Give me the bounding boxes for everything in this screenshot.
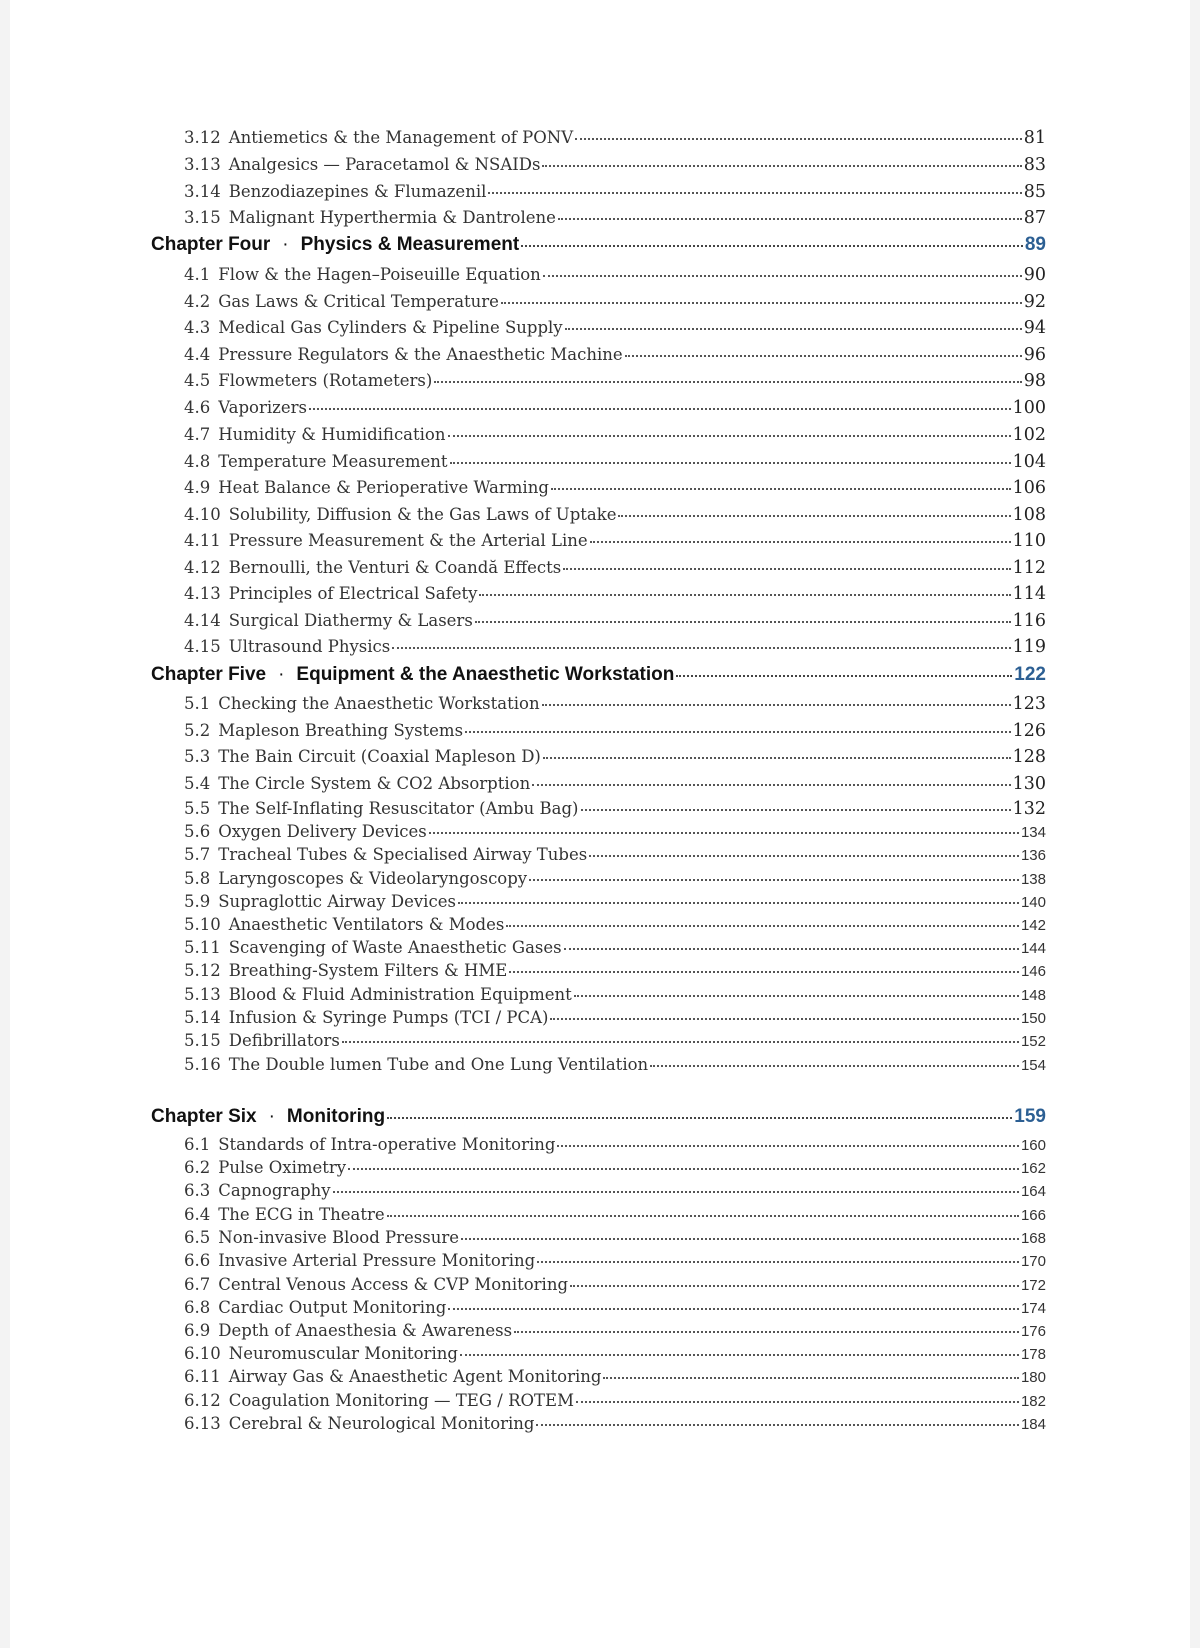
toc-entry[interactable]	[184, 1251, 1046, 1270]
section-page-number: 166	[1020, 1207, 1046, 1224]
toc-entry[interactable]	[184, 345, 1046, 365]
dot-leader	[342, 1041, 1019, 1043]
dot-leader	[676, 675, 1012, 677]
section-title: Anaesthetic Ventilators & Modes	[228, 915, 505, 934]
section-number: 6.3	[184, 1181, 211, 1200]
section-number: 6.11	[184, 1367, 221, 1386]
section-number: 6.6	[184, 1251, 211, 1270]
section-page-number: 108	[1012, 505, 1046, 525]
toc-entry[interactable]	[184, 1298, 1046, 1317]
dot-leader	[551, 488, 1011, 490]
dot-leader	[460, 1354, 1019, 1356]
section-number: 5.6	[184, 822, 211, 841]
section-number: 6.1	[184, 1135, 211, 1154]
dot-leader	[429, 832, 1019, 834]
toc-entry[interactable]	[184, 265, 1046, 285]
dot-leader	[532, 784, 1010, 786]
dot-leader	[465, 731, 1011, 733]
toc-entry[interactable]	[184, 425, 1046, 445]
section-title: The ECG in Theatre	[218, 1205, 385, 1224]
dot-leader	[506, 925, 1019, 927]
toc-entry[interactable]	[184, 845, 1046, 864]
section-page-number: 150	[1020, 1010, 1046, 1027]
toc-entry[interactable]	[184, 1008, 1046, 1027]
section-title: Breathing-System Filters & HME	[228, 961, 508, 980]
section-number: 5.1	[184, 694, 211, 713]
section-number: 5.3	[184, 747, 211, 766]
dot-leader	[589, 855, 1019, 857]
dot-leader	[387, 1117, 1012, 1119]
dot-leader	[581, 809, 1011, 811]
section-title: Depth of Anaesthesia & Awareness	[218, 1321, 513, 1340]
dot-leader	[448, 1308, 1019, 1310]
section-title: Laryngoscopes & Videolaryngoscopy	[218, 869, 528, 888]
section-page-number: 154	[1020, 1057, 1046, 1074]
toc-entry[interactable]	[184, 584, 1046, 604]
section-title: Capnography	[218, 1181, 331, 1200]
section-title: Standards of Intra-operative Monitoring	[218, 1135, 556, 1154]
section-page-number: 128	[1012, 747, 1046, 767]
chapter-title: Equipment & the Anaesthetic Workstation	[296, 664, 675, 685]
dot-leader	[575, 138, 1022, 140]
page-sheet	[10, 0, 1190, 1648]
section-number: 4.3	[184, 318, 211, 337]
section-title: The Circle System & CO2 Absorption	[218, 774, 531, 793]
section-title: Coagulation Monitoring — TEG / ROTEM	[228, 1391, 574, 1410]
dot-leader	[574, 995, 1019, 997]
toc-entry[interactable]	[184, 478, 1046, 498]
dot-leader	[625, 355, 1022, 357]
chapter-title: Physics & Measurement	[300, 234, 520, 255]
section-number: 5.12	[184, 961, 221, 980]
section-title: Invasive Arterial Pressure Monitoring	[218, 1251, 536, 1270]
section-page-number: 146	[1020, 963, 1046, 980]
section-title: Pressure Measurement & the Arterial Line	[228, 531, 588, 550]
toc-entry[interactable]	[184, 694, 1046, 714]
toc-entry[interactable]	[184, 398, 1046, 418]
dot-leader	[550, 1018, 1019, 1020]
dot-leader	[543, 757, 1011, 759]
section-page-number: 144	[1020, 940, 1046, 957]
section-number: 3.15	[184, 208, 221, 227]
section-page-number: 172	[1020, 1277, 1046, 1294]
dot-leader	[536, 1424, 1018, 1426]
section-title: Cerebral & Neurological Monitoring	[228, 1414, 535, 1433]
section-page-number: 170	[1020, 1253, 1046, 1270]
chapter-label: Chapter Four	[151, 234, 271, 255]
section-page-number: 81	[1023, 128, 1046, 148]
section-number: 4.4	[184, 345, 211, 364]
dot-leader	[309, 408, 1011, 410]
section-title: The Self-Inflating Resuscitator (Ambu Bag)	[218, 799, 579, 818]
section-page-number: 176	[1020, 1323, 1046, 1340]
dot-leader	[479, 594, 1010, 596]
dot-leader	[448, 435, 1011, 437]
section-page-number: 180	[1020, 1369, 1046, 1386]
dot-leader	[392, 647, 1010, 649]
section-page-number: 162	[1020, 1160, 1046, 1177]
toc-entry[interactable]	[184, 611, 1046, 631]
chapter-page-number: 89	[1024, 234, 1046, 255]
section-title: Scavenging of Waste Anaesthetic Gases	[228, 938, 562, 957]
toc-entry[interactable]	[184, 371, 1046, 391]
toc-entry[interactable]	[184, 1367, 1046, 1386]
section-title: Pressure Regulators & the Anaesthetic Machine	[218, 345, 623, 364]
toc-entry[interactable]	[184, 637, 1046, 657]
dot-leader	[543, 275, 1022, 277]
section-title: Flowmeters (Rotameters)	[218, 371, 433, 390]
dot-leader	[564, 948, 1019, 950]
toc-entry[interactable]	[184, 1158, 1046, 1177]
section-page-number: 160	[1020, 1137, 1046, 1154]
section-number: 4.6	[184, 398, 211, 417]
section-page-number: 168	[1020, 1230, 1046, 1247]
section-title: Humidity & Humidification	[218, 425, 446, 444]
section-title: Defibrillators	[228, 1031, 340, 1050]
section-number: 4.1	[184, 265, 211, 284]
section-title: Malignant Hyperthermia & Dantrolene	[228, 208, 556, 227]
dot-leader	[509, 971, 1019, 973]
toc-entry[interactable]	[184, 985, 1046, 1004]
dot-leader	[501, 302, 1022, 304]
section-title: Medical Gas Cylinders & Pipeline Supply	[218, 318, 563, 337]
dot-leader	[542, 165, 1021, 167]
section-number: 6.13	[184, 1414, 221, 1433]
section-page-number: 94	[1023, 318, 1046, 338]
toc-entry[interactable]	[184, 1344, 1046, 1363]
dot-leader	[348, 1168, 1019, 1170]
section-number: 6.10	[184, 1344, 221, 1363]
section-page-number: 164	[1020, 1183, 1046, 1200]
section-number: 5.13	[184, 985, 221, 1004]
section-page-number: 100	[1012, 398, 1046, 418]
toc-entry[interactable]	[184, 1275, 1046, 1294]
dot-leader	[650, 1065, 1019, 1067]
section-page-number: 104	[1012, 452, 1046, 472]
toc-entry[interactable]	[184, 292, 1046, 312]
toc-entry[interactable]	[184, 452, 1046, 472]
section-title: Gas Laws & Critical Temperature	[218, 292, 499, 311]
section-page-number: 90	[1023, 265, 1046, 285]
section-number: 4.5	[184, 371, 211, 390]
section-number: 6.12	[184, 1391, 221, 1410]
section-title: Supraglottic Airway Devices	[218, 892, 456, 911]
dot-leader	[514, 1331, 1019, 1333]
section-number: 5.7	[184, 845, 211, 864]
section-number: 4.13	[184, 584, 221, 603]
section-number: 4.14	[184, 611, 221, 630]
section-page-number: 132	[1012, 799, 1046, 819]
section-page-number: 174	[1020, 1300, 1046, 1317]
toc-entry[interactable]	[184, 938, 1046, 957]
section-page-number: 123	[1012, 694, 1046, 714]
section-page-number: 92	[1023, 292, 1046, 312]
toc-chapter[interactable]	[151, 1106, 1046, 1128]
toc-entry[interactable]	[184, 1228, 1046, 1247]
dot-leader	[475, 621, 1011, 623]
section-page-number: 130	[1012, 774, 1046, 794]
toc-entry[interactable]	[184, 915, 1046, 934]
dot-leader	[521, 245, 1023, 247]
section-page-number: 114	[1012, 584, 1046, 604]
toc-entry[interactable]	[184, 892, 1046, 911]
section-page-number: 116	[1012, 611, 1046, 631]
dot-leader	[563, 568, 1010, 570]
section-number: 4.11	[184, 531, 221, 550]
section-number: 6.8	[184, 1298, 211, 1317]
chapter-separator: ·	[278, 664, 285, 685]
section-title: Central Venous Access & CVP Monitoring	[218, 1275, 569, 1294]
toc-entry[interactable]	[184, 128, 1046, 148]
section-number: 4.8	[184, 452, 211, 471]
section-page-number: 102	[1012, 425, 1046, 445]
section-page-number: 138	[1020, 871, 1046, 888]
section-title: Analgesics — Paracetamol & NSAIDs	[228, 155, 541, 174]
toc-entry[interactable]	[184, 1321, 1046, 1340]
section-number: 6.4	[184, 1205, 211, 1224]
section-number: 4.7	[184, 425, 211, 444]
chapter-title: Monitoring	[286, 1106, 386, 1127]
dot-leader	[529, 879, 1019, 881]
section-title: Temperature Measurement	[218, 452, 448, 471]
dot-leader	[537, 1261, 1019, 1263]
dot-leader	[590, 541, 1011, 543]
dot-leader	[450, 462, 1011, 464]
section-number: 5.9	[184, 892, 211, 911]
section-title: Tracheal Tubes & Specialised Airway Tubes	[218, 845, 588, 864]
section-page-number: 142	[1020, 917, 1046, 934]
section-number: 3.14	[184, 182, 221, 201]
section-page-number: 119	[1012, 637, 1046, 657]
section-number: 3.13	[184, 155, 221, 174]
section-title: Checking the Anaesthetic Workstation	[218, 694, 540, 713]
toc-entry[interactable]	[184, 1414, 1046, 1433]
toc-chapter[interactable]	[151, 664, 1046, 686]
section-page-number: 87	[1023, 208, 1046, 228]
chapter-separator: ·	[282, 234, 289, 255]
section-title: Airway Gas & Anaesthetic Agent Monitoring	[228, 1367, 602, 1386]
section-page-number: 152	[1020, 1033, 1046, 1050]
section-number: 5.16	[184, 1055, 221, 1074]
section-number: 4.10	[184, 505, 221, 524]
chapter-separator: ·	[268, 1106, 275, 1127]
toc-entry[interactable]	[184, 155, 1046, 175]
toc-chapter[interactable]	[151, 234, 1046, 256]
section-number: 6.9	[184, 1321, 211, 1340]
dot-leader	[565, 328, 1022, 330]
toc-entry[interactable]	[184, 1031, 1046, 1050]
dot-leader	[603, 1377, 1019, 1379]
section-page-number: 96	[1023, 345, 1046, 365]
toc-entry[interactable]	[184, 774, 1046, 794]
section-title: Flow & the Hagen–Poiseuille Equation	[218, 265, 541, 284]
toc-entry[interactable]	[184, 799, 1046, 819]
section-title: Benzodiazepines & Flumazenil	[228, 182, 487, 201]
section-number: 6.5	[184, 1228, 211, 1247]
section-number: 3.12	[184, 128, 221, 147]
toc-entry[interactable]	[184, 869, 1046, 888]
toc-entry[interactable]	[184, 1181, 1046, 1200]
section-number: 5.14	[184, 1008, 221, 1027]
section-number: 5.8	[184, 869, 211, 888]
section-title: The Double lumen Tube and One Lung Ventilation	[228, 1055, 649, 1074]
section-title: Principles of Electrical Safety	[228, 584, 478, 603]
section-number: 4.9	[184, 478, 211, 497]
section-title: Ultrasound Physics	[228, 637, 391, 656]
section-number: 5.4	[184, 774, 211, 793]
dot-leader	[558, 218, 1022, 220]
section-page-number: 106	[1012, 478, 1046, 498]
section-title: Pulse Oximetry	[218, 1158, 347, 1177]
dot-leader	[542, 704, 1011, 706]
section-page-number: 85	[1023, 182, 1046, 202]
section-number: 6.7	[184, 1275, 211, 1294]
section-title: Infusion & Syringe Pumps (TCI / PCA)	[228, 1008, 549, 1027]
section-title: Vaporizers	[218, 398, 307, 417]
section-page-number: 140	[1020, 894, 1046, 911]
chapter-page-number: 122	[1014, 664, 1046, 685]
section-page-number: 112	[1012, 558, 1046, 578]
section-number: 4.2	[184, 292, 211, 311]
toc-entry[interactable]	[184, 822, 1046, 841]
section-title: Solubility, Diffusion & the Gas Laws of Uptake	[228, 505, 617, 524]
toc-entry[interactable]	[184, 182, 1046, 202]
dot-leader	[576, 1401, 1019, 1403]
toc-entry[interactable]	[184, 318, 1046, 338]
section-title: Blood & Fluid Administration Equipment	[228, 985, 572, 1004]
dot-leader	[557, 1145, 1019, 1147]
section-page-number: 182	[1020, 1393, 1046, 1410]
toc-entry[interactable]	[184, 1205, 1046, 1224]
section-page-number: 178	[1020, 1346, 1046, 1363]
toc-entry[interactable]	[184, 1391, 1046, 1410]
section-title: Oxygen Delivery Devices	[218, 822, 427, 841]
dot-leader	[387, 1215, 1019, 1217]
section-title: Surgical Diathermy & Lasers	[228, 611, 473, 630]
dot-leader	[333, 1191, 1019, 1193]
section-page-number: 148	[1020, 987, 1046, 1004]
section-number: 5.11	[184, 938, 221, 957]
toc-entry[interactable]	[184, 558, 1046, 578]
section-number: 4.15	[184, 637, 221, 656]
toc-entry[interactable]	[184, 721, 1046, 741]
section-title: Antiemetics & the Management of PONV	[228, 128, 574, 147]
section-title: Cardiac Output Monitoring	[218, 1298, 447, 1317]
toc-entry[interactable]	[184, 1135, 1046, 1154]
toc-entry[interactable]	[184, 1055, 1046, 1074]
dot-leader	[434, 381, 1021, 383]
section-page-number: 126	[1012, 721, 1046, 741]
dot-leader	[570, 1285, 1019, 1287]
section-page-number: 83	[1023, 155, 1046, 175]
section-number: 5.10	[184, 915, 221, 934]
toc-entry[interactable]	[184, 961, 1046, 980]
section-title: Mapleson Breathing Systems	[218, 721, 464, 740]
toc-entry[interactable]	[184, 747, 1046, 767]
section-title: Non-invasive Blood Pressure	[218, 1228, 460, 1247]
section-title: The Bain Circuit (Coaxial Mapleson D)	[218, 747, 541, 766]
section-page-number: 98	[1023, 371, 1046, 391]
dot-leader	[618, 515, 1010, 517]
toc-entry[interactable]	[184, 208, 1046, 228]
section-number: 4.12	[184, 558, 221, 577]
dot-leader	[458, 902, 1019, 904]
section-page-number: 110	[1012, 531, 1046, 551]
chapter-page-number: 159	[1014, 1106, 1046, 1127]
section-page-number: 134	[1020, 824, 1046, 841]
dot-leader	[488, 192, 1021, 194]
toc-entry[interactable]	[184, 531, 1046, 551]
section-number: 5.5	[184, 799, 211, 818]
chapter-label: Chapter Six	[151, 1106, 257, 1127]
section-page-number: 136	[1020, 847, 1046, 864]
section-title: Heat Balance & Perioperative Warming	[218, 478, 549, 497]
chapter-label: Chapter Five	[151, 664, 267, 685]
section-title: Neuromuscular Monitoring	[228, 1344, 458, 1363]
section-number: 5.2	[184, 721, 211, 740]
dot-leader	[461, 1238, 1019, 1240]
section-number: 5.15	[184, 1031, 221, 1050]
section-title: Bernoulli, the Venturi & Coandă Effects	[228, 558, 562, 577]
toc-entry[interactable]	[184, 505, 1046, 525]
section-page-number: 184	[1020, 1416, 1046, 1433]
section-number: 6.2	[184, 1158, 211, 1177]
